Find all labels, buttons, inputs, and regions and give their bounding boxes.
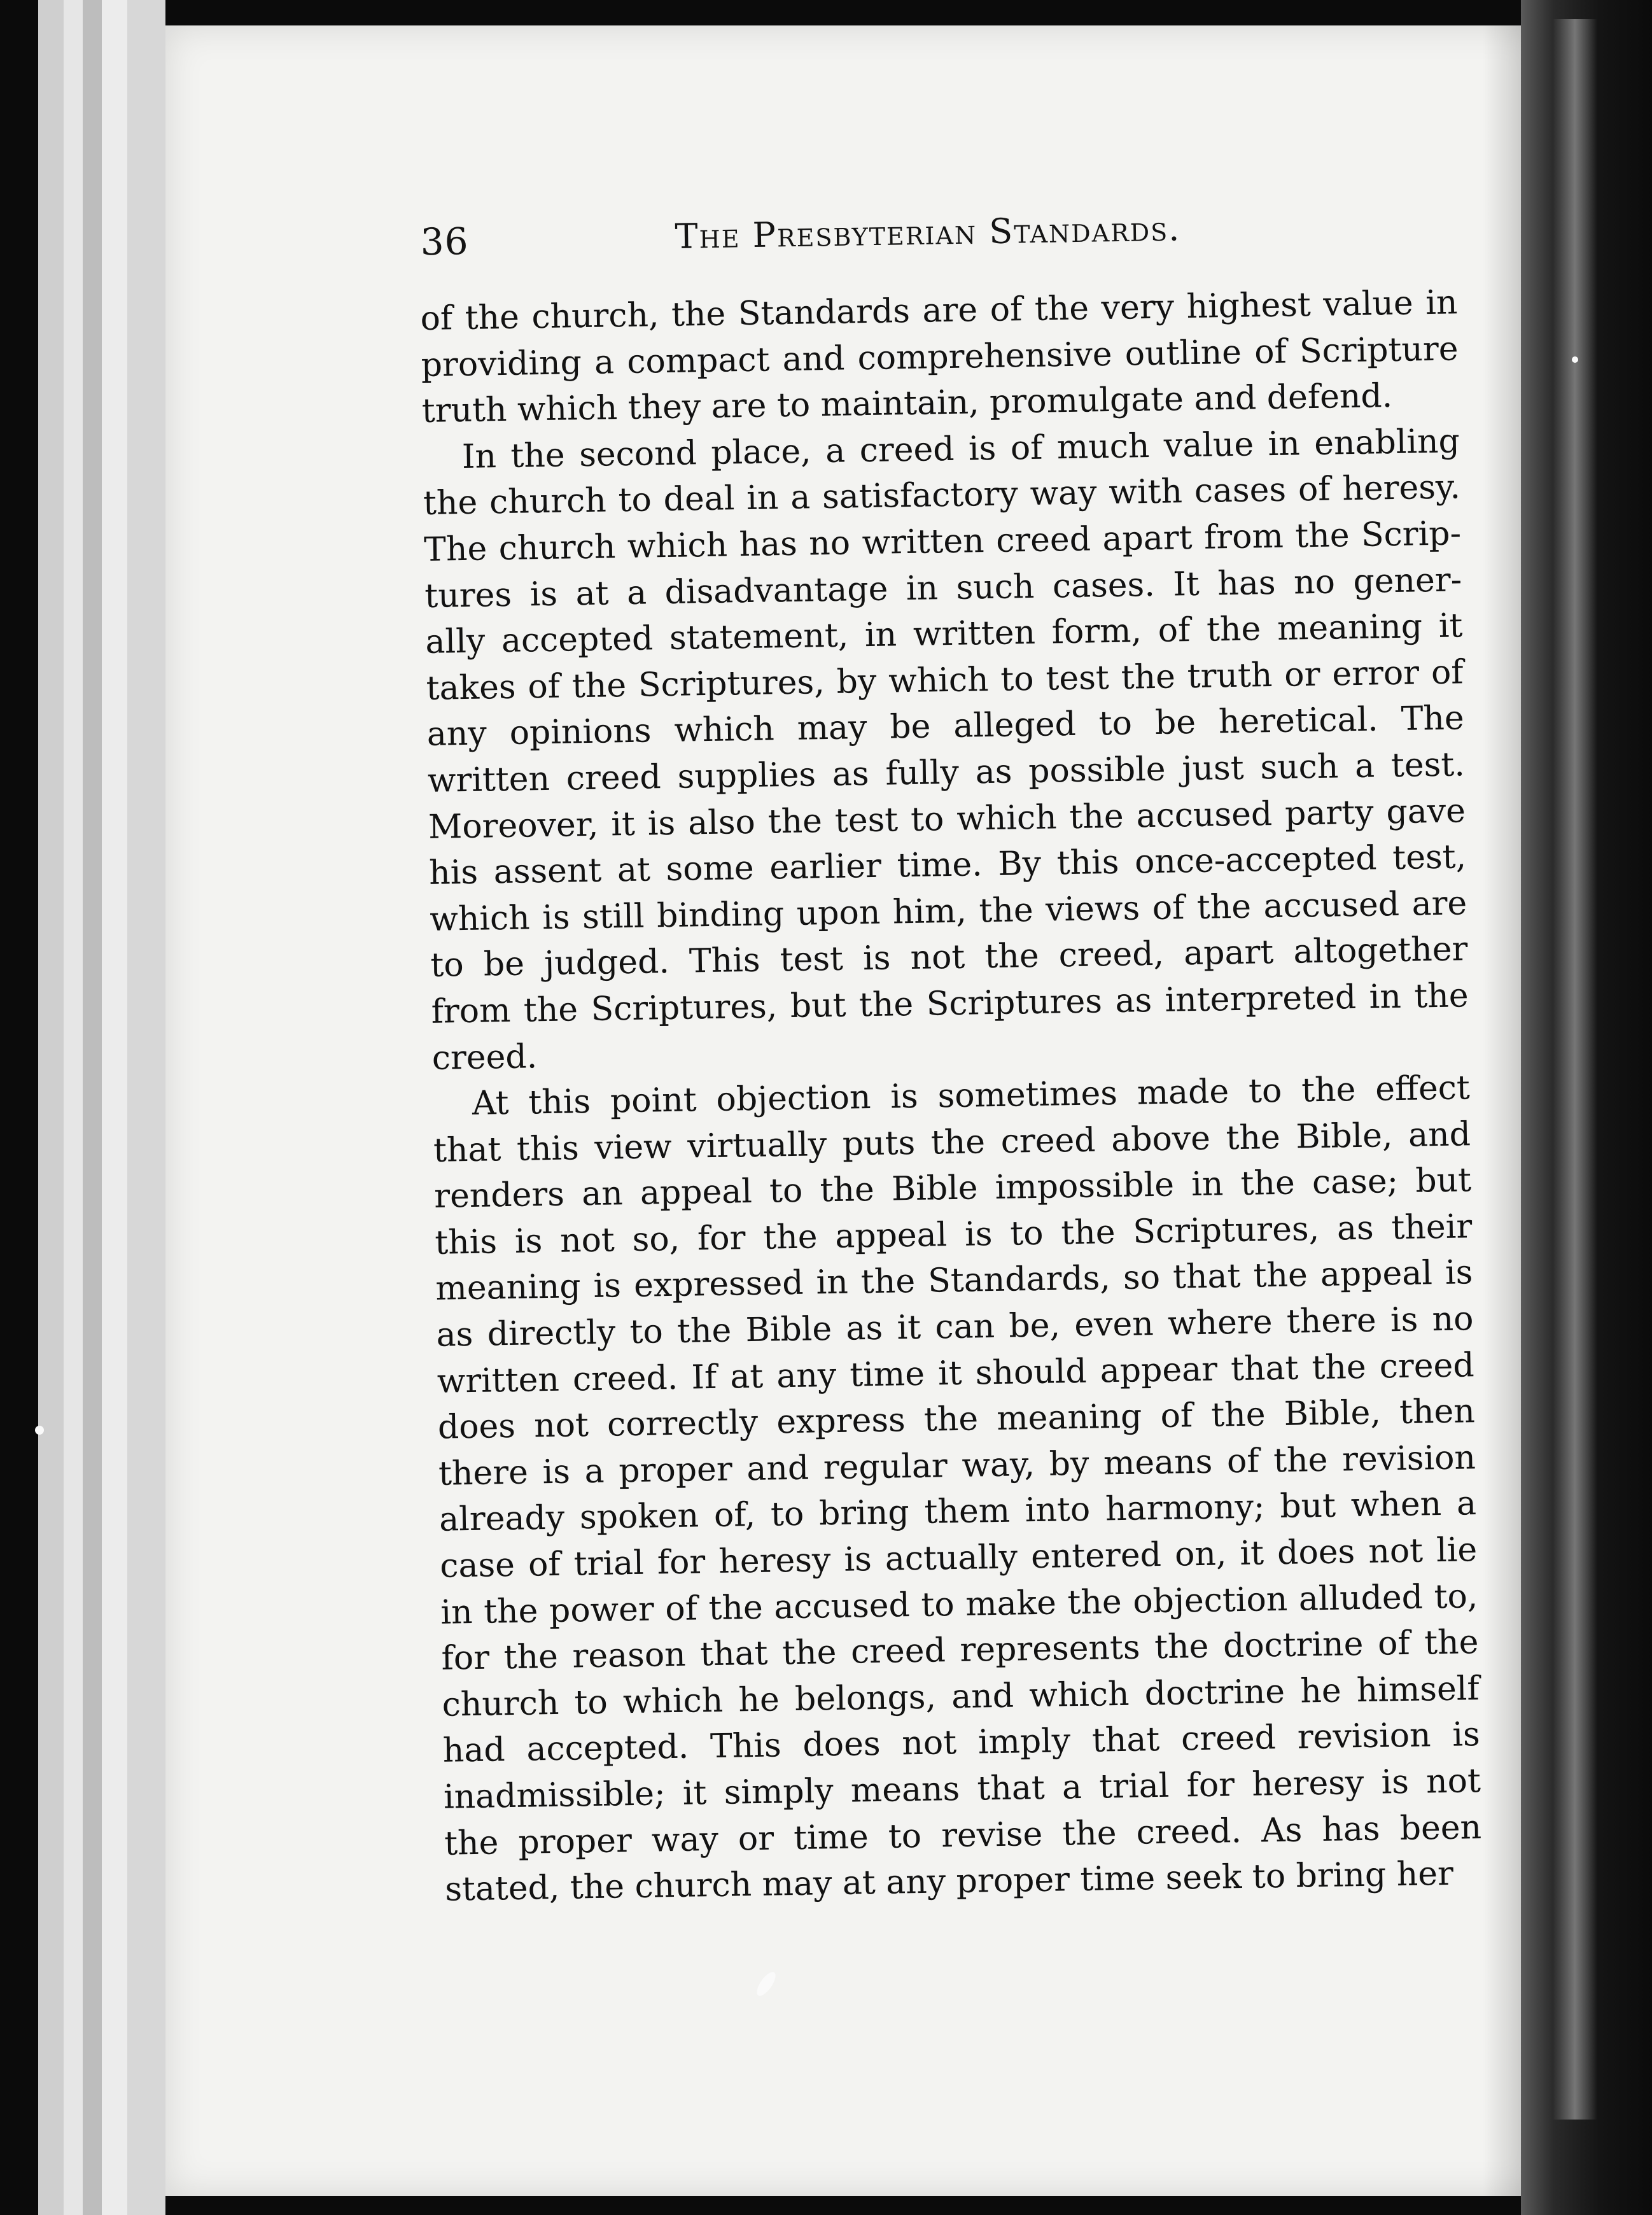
text-line: stated, the church may at any proper time seek to bring her: [444, 1854, 1454, 1909]
body-text: [420, 279, 1483, 1913]
text-line: At this point objection is sometimes made to the effect: [472, 1069, 1471, 1123]
text-line: already spoken of, to bring them into harmony; but when a: [438, 1484, 1477, 1540]
text-line: had accepted. This does not imply that creed revision is: [442, 1715, 1481, 1771]
text-line: inadmissible; it simply means that a trial for heresy is not: [443, 1762, 1481, 1817]
text-line: Moreover, it is also the test to which the accused party gave: [428, 791, 1466, 847]
text-line: for the reason that the creed represents the doctrine of the: [441, 1623, 1479, 1678]
text-line: creed.: [431, 1037, 538, 1078]
text-line: the proper way or time to revise the creed. As has been: [444, 1808, 1482, 1863]
dust-speck: [1572, 356, 1578, 363]
page-edge: [64, 0, 83, 2215]
text-line: renders an appeal to the Bible impossible in the case; but: [433, 1161, 1472, 1216]
page-edge: [102, 0, 127, 2215]
text-line: church to which he belongs, and which doctrine he himself: [442, 1669, 1480, 1724]
text-line: to be judged. This test is not the creed, apart altogether: [430, 930, 1468, 985]
text-line: tures is at a disadvantage in such cases. It has no gener-: [424, 560, 1462, 615]
page-edge: [38, 0, 64, 2215]
text-line: providing a compact and comprehensive outline of Scripture: [421, 329, 1459, 384]
page-edge: [83, 0, 102, 2215]
text-line: truth which they are to maintain, promulgate and defend.: [421, 377, 1393, 431]
text-line: In the second place, a creed is of much value in enabling: [461, 422, 1460, 476]
text-line: any opinions which may be alleged to be heretical. The: [426, 699, 1465, 754]
text-line: in the power of the accused to make the objection alluded to,: [440, 1577, 1478, 1632]
text-line: which is still binding upon him, the views of the accused are: [429, 883, 1467, 939]
paragraph: [422, 418, 1469, 1081]
dust-speck: [35, 1426, 44, 1435]
running-head: The Presbyterian Standards.: [675, 208, 1181, 257]
page-number: 36: [420, 220, 469, 264]
text-line: his assent at some earlier time. By this once-accepted test,: [428, 838, 1467, 893]
text-line: as directly to the Bible as it can be, even where there is no: [436, 1300, 1474, 1354]
text-line: written creed. If at any time it should appear that the creed: [437, 1346, 1475, 1401]
text-line: there is a proper and regular way, by means of the revision: [438, 1438, 1476, 1493]
text-line: the church to deal in a satisfactory way with cases of heresy.: [423, 468, 1461, 523]
text-line: from the Scriptures, but the Scriptures as interpreted in the: [431, 976, 1469, 1031]
page-edge: [127, 0, 165, 2215]
text-line: written creed supplies as fully as possible just such a test.: [427, 745, 1466, 800]
text-line: case of trial for heresy is actually entered on, it does not lie: [439, 1531, 1478, 1586]
text-line: meaning is expressed in the Standards, so that the appeal is: [435, 1253, 1473, 1309]
text-line: does not correctly express the meaning of the Bible, then: [437, 1392, 1476, 1447]
paragraph: [432, 1065, 1482, 1913]
text-line: of the church, the Standards are of the very highest value in: [420, 283, 1458, 338]
text-line: ally accepted statement, in written form, of the meaning it: [425, 607, 1463, 662]
book-spine-highlight: [1553, 19, 1597, 2120]
text-line: takes of the Scriptures, by which to test the truth or error of: [426, 653, 1464, 708]
paragraph: [420, 279, 1459, 434]
text-line: that this view virtually puts the creed above the Bible, and: [433, 1115, 1471, 1170]
text-line: The church which has no written creed apart from the Scrip-: [423, 514, 1462, 569]
text-line: this is not so, for the appeal is to the Scriptures, as their: [434, 1207, 1473, 1262]
